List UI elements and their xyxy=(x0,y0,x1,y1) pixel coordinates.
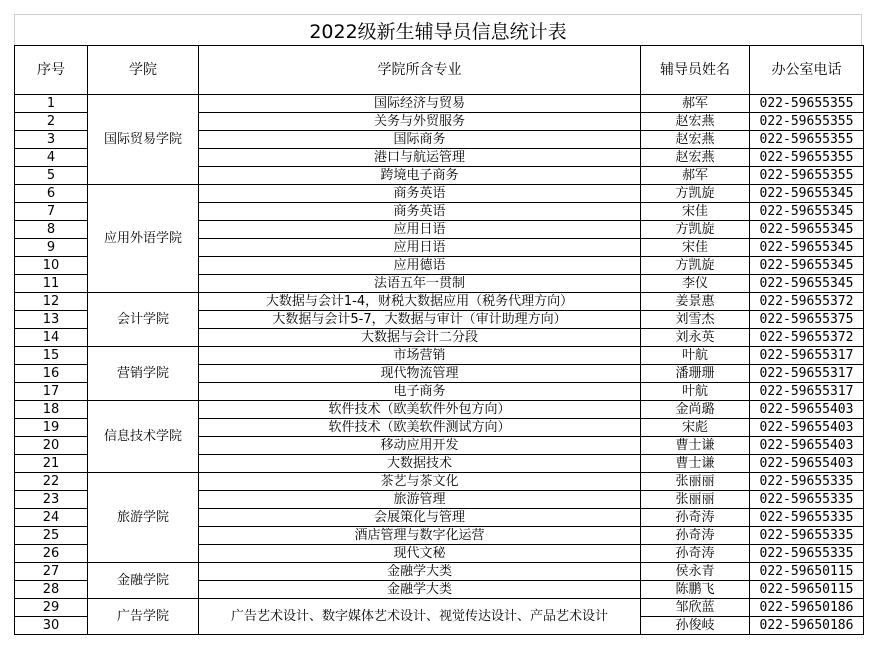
row-phone: 022-59655345 xyxy=(750,203,864,221)
row-major: 商务英语 xyxy=(199,185,641,203)
counselor-table xyxy=(14,45,864,635)
row-phone: 022-59655355 xyxy=(750,167,864,185)
row-major: 旅游管理 xyxy=(199,491,641,509)
row-seq: 26 xyxy=(15,545,88,563)
row-phone: 022-59655355 xyxy=(750,131,864,149)
row-phone: 022-59655335 xyxy=(750,509,864,527)
header-row xyxy=(15,46,864,95)
row-phone: 022-59655345 xyxy=(750,239,864,257)
row-phone: 022-59655317 xyxy=(750,365,864,383)
row-major: 移动应用开发 xyxy=(199,437,641,455)
row-counselor: 郝军 xyxy=(641,167,750,185)
row-counselor: 赵宏燕 xyxy=(641,131,750,149)
row-college: 旅游学院 xyxy=(88,473,199,563)
row-phone: 022-59655403 xyxy=(750,455,864,473)
row-major: 港口与航运管理 xyxy=(199,149,641,167)
row-seq: 9 xyxy=(15,239,88,257)
row-counselor: 孙奇涛 xyxy=(641,509,750,527)
row-major: 广告艺术设计、数字媒体艺术设计、视觉传达设计、产品艺术设计 xyxy=(199,599,641,635)
row-seq: 21 xyxy=(15,455,88,473)
row-counselor: 刘雪杰 xyxy=(641,311,750,329)
row-major: 跨境电子商务 xyxy=(199,167,641,185)
row-counselor: 张丽丽 xyxy=(641,473,750,491)
row-seq: 14 xyxy=(15,329,88,347)
row-counselor: 金尚璐 xyxy=(641,401,750,419)
row-counselor: 孙俊岐 xyxy=(641,617,750,635)
row-counselor: 宋彪 xyxy=(641,419,750,437)
row-major: 金融学大类 xyxy=(199,581,641,599)
row-college: 金融学院 xyxy=(88,563,199,599)
row-major: 关务与外贸服务 xyxy=(199,113,641,131)
row-college: 应用外语学院 xyxy=(88,185,199,293)
row-college: 营销学院 xyxy=(88,347,199,401)
row-seq: 10 xyxy=(15,257,88,275)
row-major: 软件技术（欧美软件外包方向） xyxy=(199,401,641,419)
table-row xyxy=(15,473,864,491)
row-seq: 13 xyxy=(15,311,88,329)
row-seq: 7 xyxy=(15,203,88,221)
row-major: 大数据与会计1-4，财税大数据应用（税务代理方向） xyxy=(199,293,641,311)
row-seq: 3 xyxy=(15,131,88,149)
sheet-title: 2022级新生辅导员信息统计表 xyxy=(14,14,862,45)
row-college: 国际贸易学院 xyxy=(88,95,199,185)
row-seq: 8 xyxy=(15,221,88,239)
table-row xyxy=(15,185,864,203)
row-counselor: 张丽丽 xyxy=(641,491,750,509)
row-counselor: 郝军 xyxy=(641,95,750,113)
row-major: 软件技术（欧美软件测试方向） xyxy=(199,419,641,437)
row-counselor: 潘珊珊 xyxy=(641,365,750,383)
row-major: 商务英语 xyxy=(199,203,641,221)
table-row xyxy=(15,293,864,311)
row-phone: 022-59655345 xyxy=(750,185,864,203)
row-phone: 022-59655403 xyxy=(750,437,864,455)
row-major: 国际商务 xyxy=(199,131,641,149)
row-seq: 5 xyxy=(15,167,88,185)
row-major: 酒店管理与数字化运营 xyxy=(199,527,641,545)
row-major: 应用日语 xyxy=(199,221,641,239)
table-row xyxy=(15,563,864,581)
row-phone: 022-59655375 xyxy=(750,311,864,329)
row-counselor: 方凯旋 xyxy=(641,221,750,239)
header-counselor: 辅导员姓名 xyxy=(641,46,750,95)
row-seq: 15 xyxy=(15,347,88,365)
row-counselor: 陈鹏飞 xyxy=(641,581,750,599)
row-seq: 12 xyxy=(15,293,88,311)
row-phone: 022-59655335 xyxy=(750,491,864,509)
row-phone: 022-59655372 xyxy=(750,293,864,311)
row-seq: 27 xyxy=(15,563,88,581)
row-phone: 022-59655403 xyxy=(750,419,864,437)
row-seq: 11 xyxy=(15,275,88,293)
table-row xyxy=(15,401,864,419)
row-seq: 24 xyxy=(15,509,88,527)
row-seq: 16 xyxy=(15,365,88,383)
row-phone: 022-59655345 xyxy=(750,275,864,293)
row-seq: 22 xyxy=(15,473,88,491)
row-counselor: 李仪 xyxy=(641,275,750,293)
row-phone: 022-59650115 xyxy=(750,563,864,581)
row-college: 信息技术学院 xyxy=(88,401,199,473)
row-major: 金融学大类 xyxy=(199,563,641,581)
row-seq: 17 xyxy=(15,383,88,401)
table-row xyxy=(15,95,864,113)
row-phone: 022-59650115 xyxy=(750,581,864,599)
row-counselor: 曹士谦 xyxy=(641,455,750,473)
row-counselor: 方凯旋 xyxy=(641,257,750,275)
row-counselor: 叶航 xyxy=(641,383,750,401)
row-counselor: 宋佳 xyxy=(641,239,750,257)
row-counselor: 孙奇涛 xyxy=(641,545,750,563)
row-major: 电子商务 xyxy=(199,383,641,401)
row-seq: 30 xyxy=(15,617,88,635)
header-seq: 序号 xyxy=(15,46,88,95)
row-counselor: 赵宏燕 xyxy=(641,113,750,131)
row-phone: 022-59655372 xyxy=(750,329,864,347)
row-seq: 25 xyxy=(15,527,88,545)
row-seq: 2 xyxy=(15,113,88,131)
header-phone: 办公室电话 xyxy=(750,46,864,95)
table-row xyxy=(15,599,864,617)
row-counselor: 宋佳 xyxy=(641,203,750,221)
row-major: 会展策化与管理 xyxy=(199,509,641,527)
row-counselor: 叶航 xyxy=(641,347,750,365)
row-college: 会计学院 xyxy=(88,293,199,347)
row-major: 现代物流管理 xyxy=(199,365,641,383)
row-counselor: 方凯旋 xyxy=(641,185,750,203)
row-phone: 022-59655345 xyxy=(750,221,864,239)
row-phone: 022-59655403 xyxy=(750,401,864,419)
row-seq: 29 xyxy=(15,599,88,617)
row-seq: 4 xyxy=(15,149,88,167)
row-major: 市场营销 xyxy=(199,347,641,365)
row-major: 应用德语 xyxy=(199,257,641,275)
table-row xyxy=(15,347,864,365)
row-major: 大数据技术 xyxy=(199,455,641,473)
header-major: 学院所含专业 xyxy=(199,46,641,95)
row-counselor: 姜景惠 xyxy=(641,293,750,311)
row-seq: 6 xyxy=(15,185,88,203)
row-phone: 022-59650186 xyxy=(750,617,864,635)
row-college: 广告学院 xyxy=(88,599,199,635)
row-counselor: 邹欣蓝 xyxy=(641,599,750,617)
row-major: 国际经济与贸易 xyxy=(199,95,641,113)
row-seq: 1 xyxy=(15,95,88,113)
row-seq: 19 xyxy=(15,419,88,437)
row-seq: 28 xyxy=(15,581,88,599)
row-major: 应用日语 xyxy=(199,239,641,257)
row-phone: 022-59655355 xyxy=(750,149,864,167)
row-phone: 022-59655355 xyxy=(750,113,864,131)
row-counselor: 赵宏燕 xyxy=(641,149,750,167)
row-major: 大数据与会计二分段 xyxy=(199,329,641,347)
row-major: 大数据与会计5-7，大数据与审计（审计助理方向） xyxy=(199,311,641,329)
table-body xyxy=(15,95,864,635)
row-phone: 022-59655335 xyxy=(750,545,864,563)
row-seq: 20 xyxy=(15,437,88,455)
row-counselor: 侯永青 xyxy=(641,563,750,581)
row-seq: 18 xyxy=(15,401,88,419)
row-seq: 23 xyxy=(15,491,88,509)
header-college: 学院 xyxy=(88,46,199,95)
row-phone: 022-59655335 xyxy=(750,473,864,491)
row-major: 法语五年一贯制 xyxy=(199,275,641,293)
row-phone: 022-59655345 xyxy=(750,257,864,275)
row-major: 现代文秘 xyxy=(199,545,641,563)
row-phone: 022-59655317 xyxy=(750,347,864,365)
row-counselor: 曹士谦 xyxy=(641,437,750,455)
row-phone: 022-59655355 xyxy=(750,95,864,113)
row-phone: 022-59650186 xyxy=(750,599,864,617)
row-counselor: 刘永英 xyxy=(641,329,750,347)
row-phone: 022-59655317 xyxy=(750,383,864,401)
row-counselor: 孙奇涛 xyxy=(641,527,750,545)
row-phone: 022-59655335 xyxy=(750,527,864,545)
row-major: 茶艺与茶文化 xyxy=(199,473,641,491)
